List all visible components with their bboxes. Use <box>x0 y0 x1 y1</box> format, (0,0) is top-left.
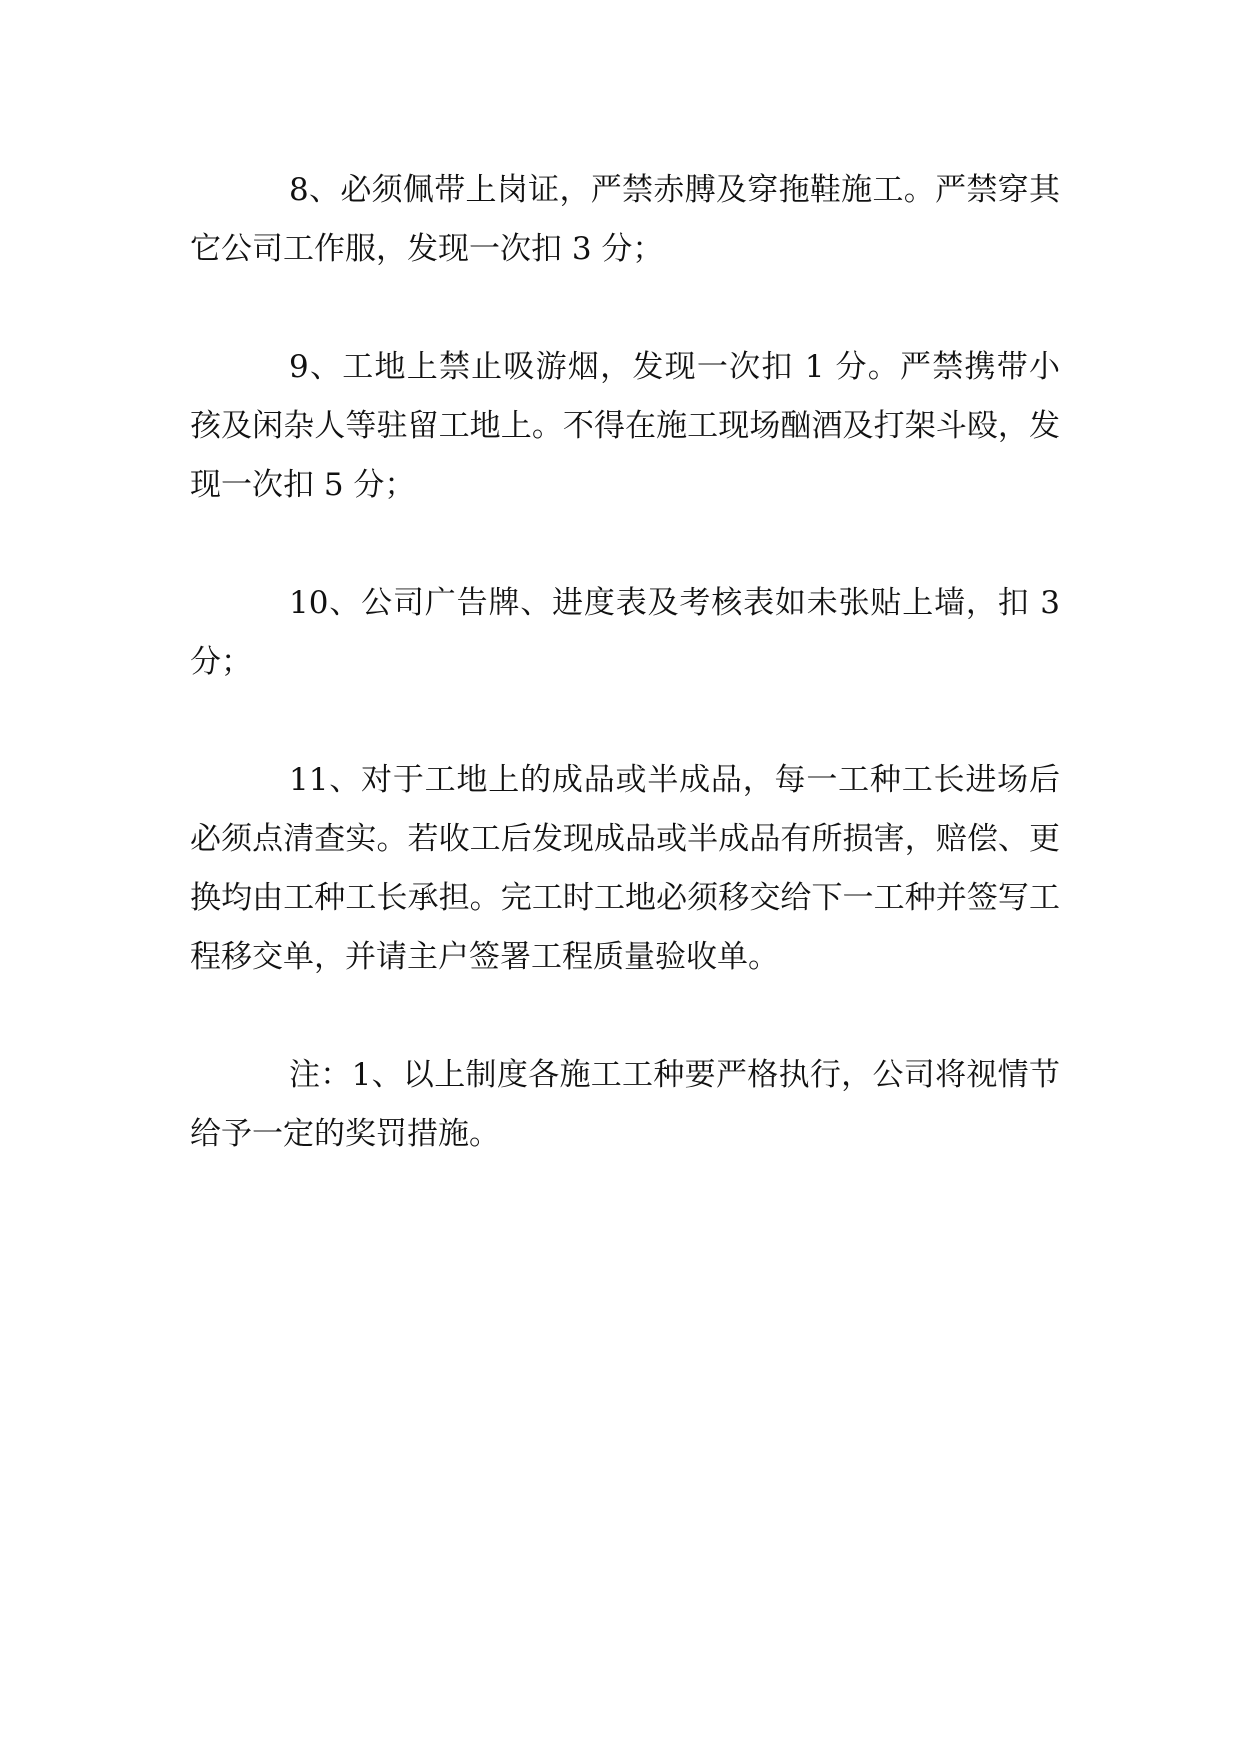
note-paragraph: 注：1、以上制度各施工工种要严格执行，公司将视情节给予一定的奖罚措施。 <box>190 1057 1060 1152</box>
rule-item-10: 10、公司广告牌、进度表及考核表如未张贴上墙，扣 3 分； <box>190 585 1060 680</box>
rule-item-9: 9、工地上禁止吸游烟，发现一次扣 1 分。严禁携带小孩及闲杂人等驻留工地上。不得在施工现场酗酒及打架斗殴，发现一次扣 5 分； <box>190 349 1060 503</box>
rule-item-8: 8、必须佩带上岗证，严禁赤膊及穿拖鞋施工。严禁穿其它公司工作服，发现一次扣 3 分； <box>190 172 1060 267</box>
document-body <box>190 161 1060 1164</box>
rule-item-11: 11、对于工地上的成品或半成品，每一工种工长进场后必须点清查实。若收工后发现成品或半成品有所损害，赔偿、更换均由工种工长承担。完工时工地必须移交给下一工种并签写工程移交单，并请主户签署工程质量验收单。 <box>190 762 1060 975</box>
